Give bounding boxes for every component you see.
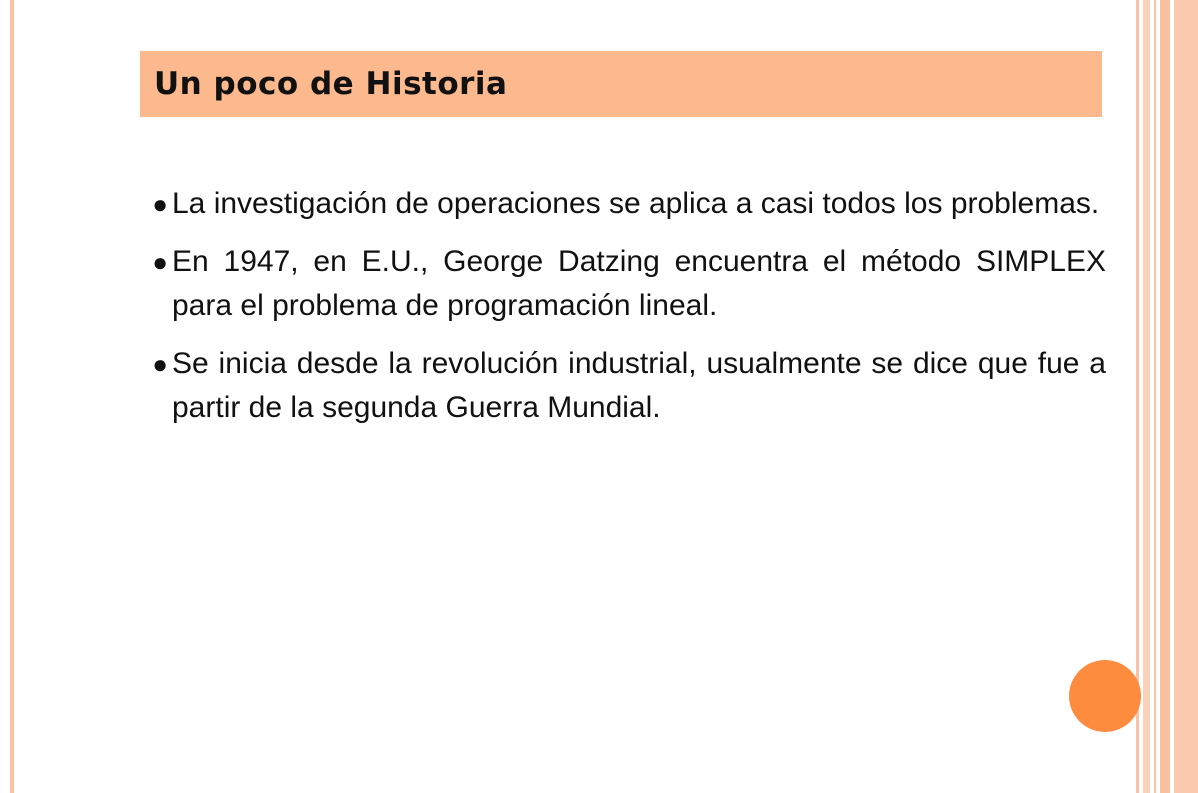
- bullet-list: [140, 182, 1106, 444]
- bullet-item: [140, 182, 1106, 226]
- stripe: [1143, 0, 1150, 793]
- stripe: [1160, 0, 1170, 793]
- bullet-item: [140, 240, 1106, 328]
- bullet-item: [140, 342, 1106, 430]
- stripe: [1136, 0, 1139, 793]
- bullet-text: En 1947, en E.U., George Datzing encuentra el método SIMPLEX para el problema de programación lineal.: [172, 245, 1106, 322]
- right-border-stripes: [1136, 0, 1198, 793]
- slide-title: Un poco de Historia: [154, 66, 508, 102]
- title-bar: [140, 51, 1102, 117]
- bullet-dot-icon: ●: [152, 349, 168, 379]
- left-border-stripe: [10, 0, 14, 793]
- decorative-circle: [1069, 660, 1141, 732]
- bullet-text: Se inicia desde la revolución industrial, usualmente se dice que fue a partir de la segunda Guerra Mundial.: [172, 347, 1106, 424]
- bullet-dot-icon: ●: [152, 189, 168, 219]
- bullet-dot-icon: ●: [152, 247, 168, 277]
- stripe: [1174, 0, 1198, 793]
- stripe: [1154, 0, 1156, 793]
- bullet-text: La investigación de operaciones se aplica a casi todos los problemas.: [172, 187, 1100, 220]
